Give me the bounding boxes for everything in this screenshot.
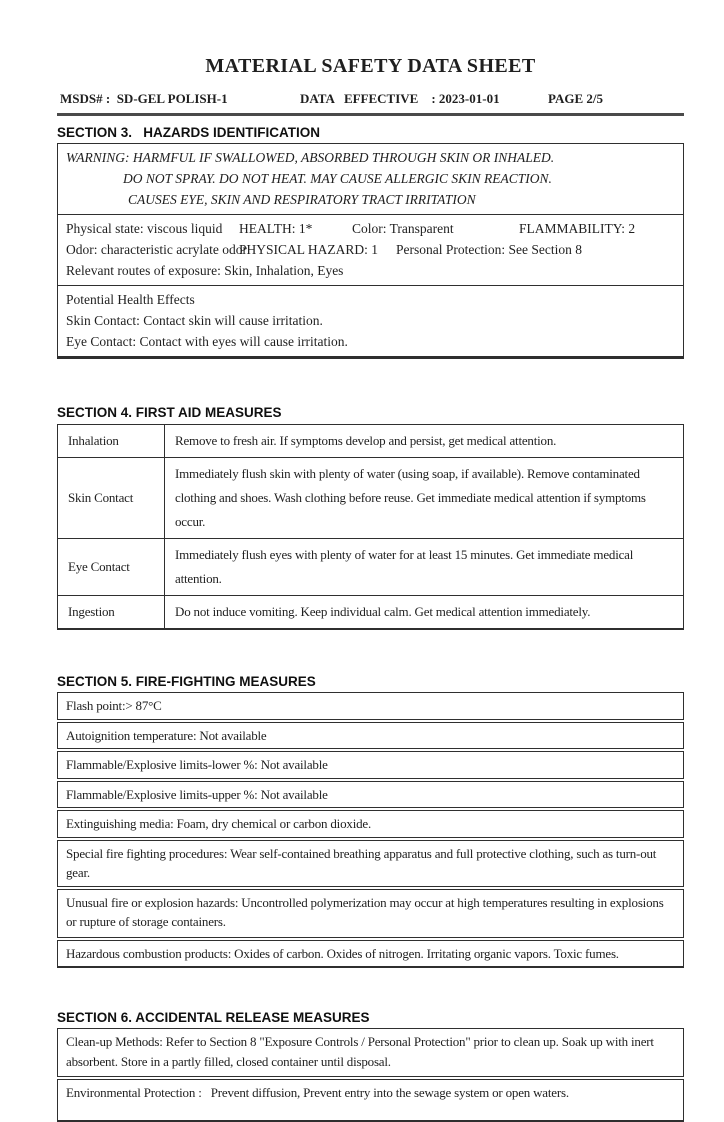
fire-row-autoignition: Autoignition temperature: Not available (57, 722, 684, 750)
first-aid-table (57, 424, 684, 630)
section3-box (57, 143, 684, 359)
page-indicator: PAGE 2/5 (548, 91, 604, 106)
first-aid-text: Immediately flush skin with plenty of water (using soap, if available). Remove contaminated clothing and shoes. Wash clothing before reuse. Get immediate medical attention if symptoms occur. (165, 458, 684, 539)
table-row (58, 425, 684, 458)
data-effective-date: DATA EFFECTIVE : 2023-01-01 (300, 91, 500, 106)
first-aid-label: Eye Contact (58, 539, 165, 596)
color-value: Color: Transparent (352, 221, 454, 236)
health-effects-line: Potential Health Effects (66, 292, 195, 307)
table-row (58, 458, 684, 539)
physical-properties-block (58, 214, 683, 285)
warning-line: DO NOT SPRAY. DO NOT HEAT. MAY CAUSE ALLERGIC SKIN REACTION. (123, 171, 552, 186)
physical-row (66, 260, 675, 281)
fire-row-flash-point: Flash point:> 87°C (57, 692, 684, 720)
first-aid-label: Inhalation (58, 425, 165, 458)
warning-block (58, 144, 683, 214)
fire-row-limits-upper: Flammable/Explosive limits-upper %: Not available (57, 781, 684, 809)
section4-heading: SECTION 4. FIRST AID MEASURES (57, 405, 282, 420)
first-aid-label: Skin Contact (58, 458, 165, 539)
fire-row-extinguishing-media: Extinguishing media: Foam, dry chemical or carbon dioxide. (57, 810, 684, 838)
health-effects-line: Eye Contact: Contact with eyes will cause irritation. (66, 334, 348, 349)
odor-value: Odor: characteristic acrylate odor (66, 242, 248, 257)
exposure-routes: Relevant routes of exposure: Skin, Inhalation, Eyes (66, 263, 344, 278)
section6-heading: SECTION 6. ACCIDENTAL RELEASE MEASURES (57, 1010, 370, 1025)
document-header-row (57, 91, 684, 109)
physical-state: Physical state: viscous liquid (66, 221, 223, 236)
fire-row-special-procedures: Special fire fighting procedures: Wear self-contained breathing apparatus and full protective clothing, such as turn-out gear. (57, 840, 684, 887)
header-divider (57, 113, 684, 116)
release-row-cleanup-methods: Clean-up Methods: Refer to Section 8 "Exposure Controls / Personal Protection" prior to clean up. Soak up with inert absorbent. Store in a partly filled, closed container until disposal. (57, 1028, 684, 1077)
first-aid-label: Ingestion (58, 596, 165, 630)
physical-row (66, 239, 675, 260)
physical-row (66, 218, 675, 239)
fire-row-limits-lower: Flammable/Explosive limits-lower %: Not available (57, 751, 684, 779)
fire-fighting-rows (57, 692, 684, 968)
first-aid-text: Immediately flush eyes with plenty of water for at least 15 minutes. Get immediate medical attention. (165, 539, 684, 596)
health-effects-line: Skin Contact: Contact skin will cause irritation. (66, 313, 323, 328)
fire-row-unusual-hazards: Unusual fire or explosion hazards: Uncontrolled polymerization may occur at high temperatures resulting in explosions or rupture of storage containers. (57, 889, 684, 938)
physical-hazard-rating: PHYSICAL HAZARD: 1 (239, 242, 379, 257)
document-title: MATERIAL SAFETY DATA SHEET (205, 55, 536, 77)
section5-heading: SECTION 5. FIRE-FIGHTING MEASURES (57, 674, 316, 689)
table-row (58, 539, 684, 596)
warning-line: CAUSES EYE, SKIN AND RESPIRATORY TRACT IRRITATION (128, 192, 476, 207)
first-aid-text: Do not induce vomiting. Keep individual calm. Get medical attention immediately. (165, 596, 684, 630)
flammability-rating: FLAMMABILITY: 2 (519, 221, 636, 236)
health-rating: HEALTH: 1* (239, 221, 313, 236)
warning-line: WARNING: HARMFUL IF SWALLOWED, ABSORBED THROUGH SKIN OR INHALED. (66, 150, 555, 165)
table-row (58, 596, 684, 630)
section3-heading: SECTION 3. HAZARDS IDENTIFICATION (57, 125, 321, 140)
fire-row-combustion-products: Hazardous combustion products: Oxides of carbon. Oxides of nitrogen. Irritating organic vapors. Toxic fumes. (57, 940, 684, 969)
personal-protection: Personal Protection: See Section 8 (396, 242, 582, 257)
first-aid-text: Remove to fresh air. If symptoms develop and persist, get medical attention. (165, 425, 684, 458)
accidental-release-rows (57, 1028, 684, 1122)
msds-number: MSDS# : SD-GEL POLISH-1 (60, 91, 228, 106)
health-effects-block (58, 285, 683, 356)
release-row-environmental-protection: Environmental Protection : Prevent diffusion, Prevent entry into the sewage system or open waters. (57, 1079, 684, 1122)
page-content (57, 55, 684, 1122)
